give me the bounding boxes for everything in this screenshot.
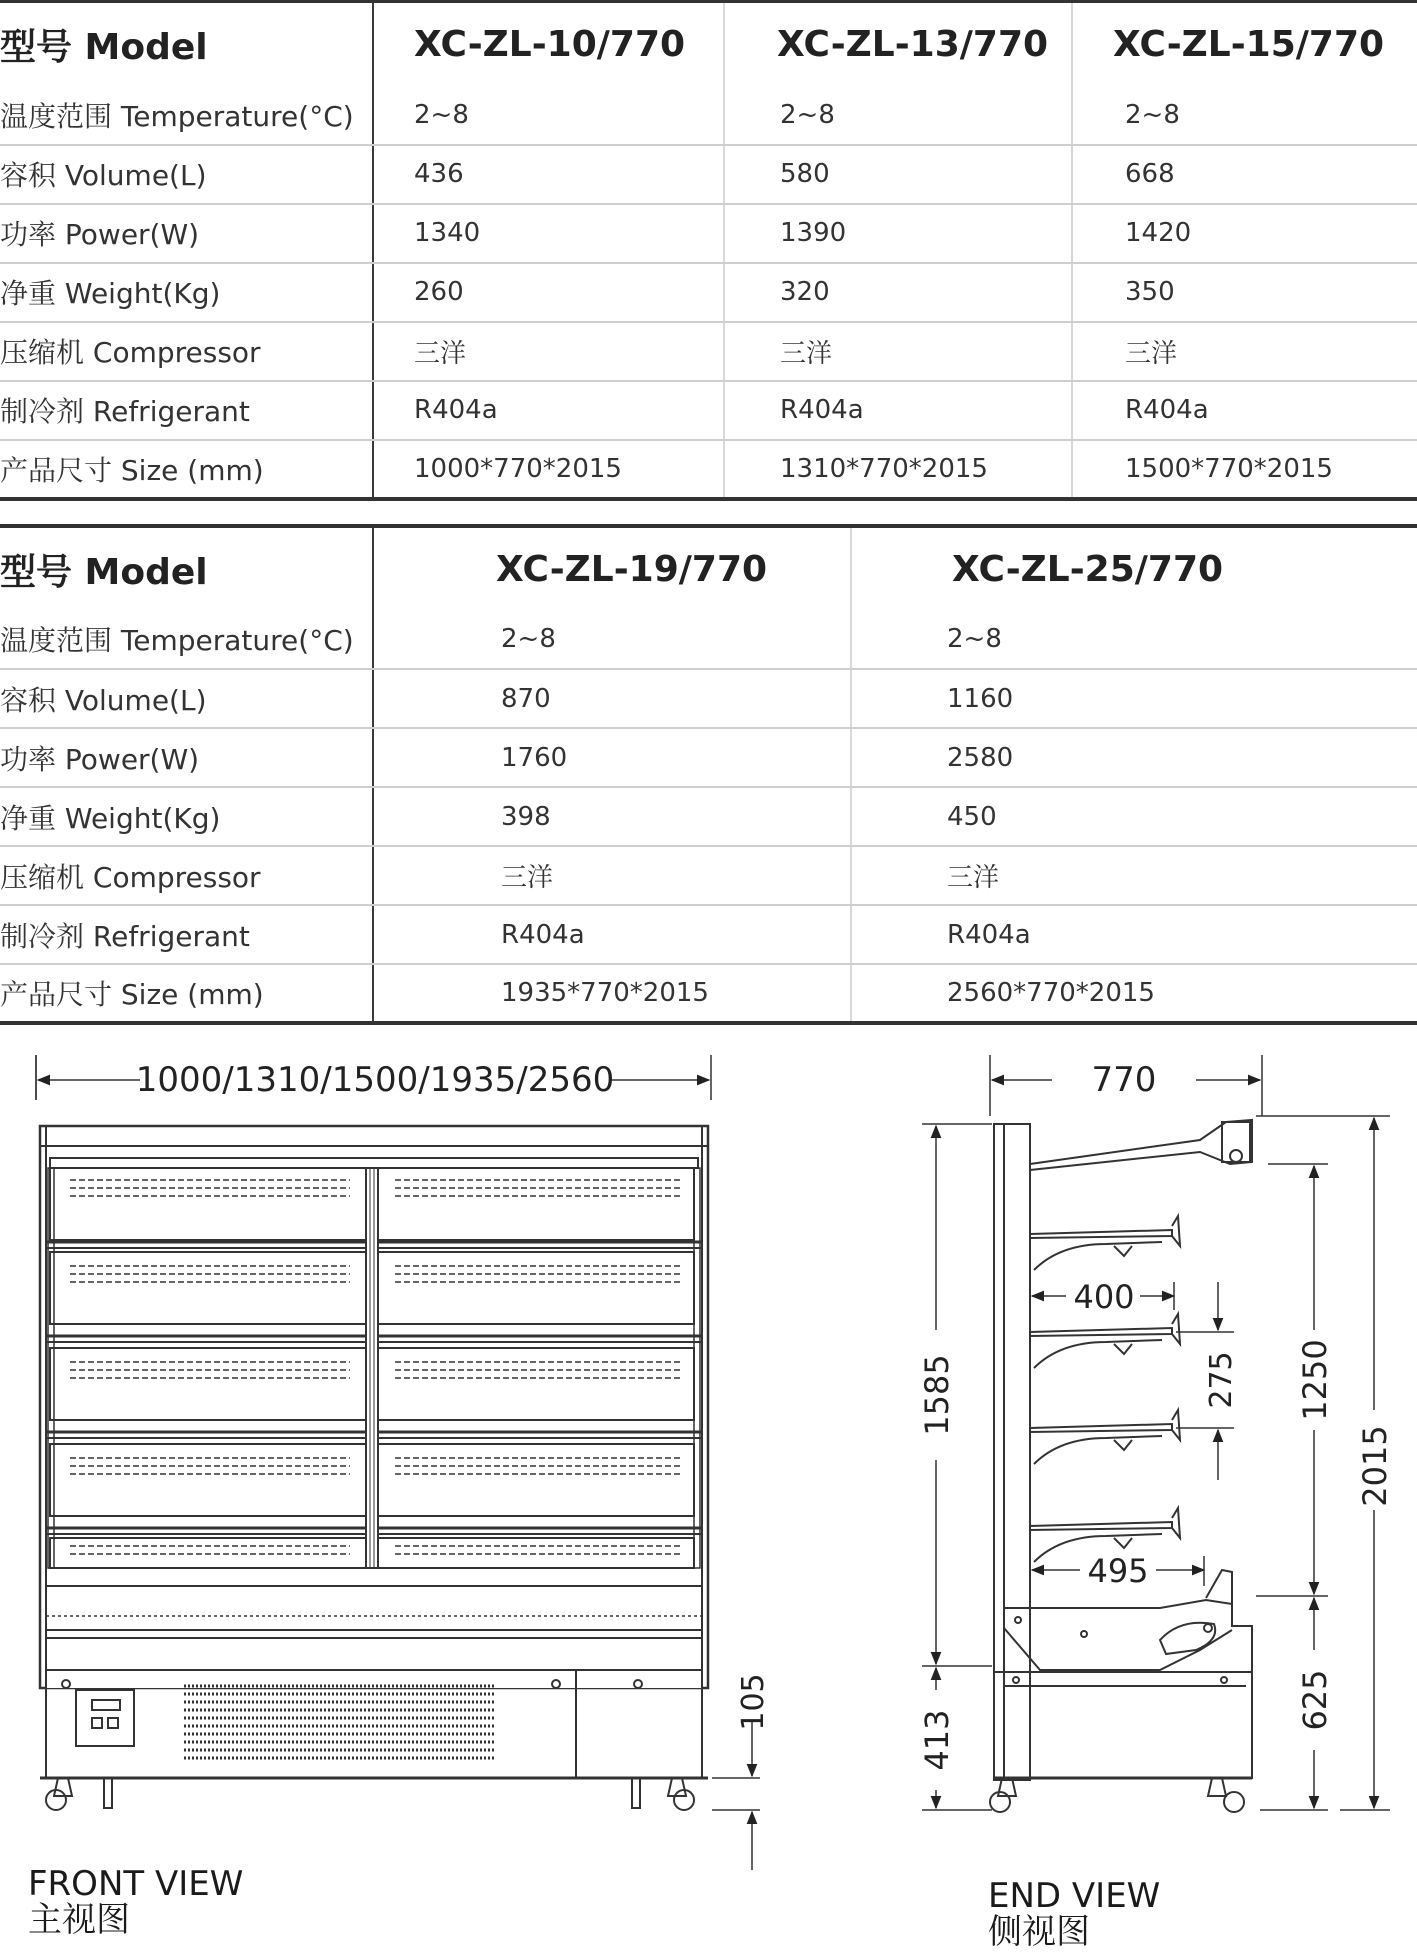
cell-value: R404a [1072, 381, 1417, 440]
end-view-caption-en: END VIEW [988, 1876, 1161, 1916]
end-view-caption-cn: 侧视图 [988, 1912, 1090, 1952]
depth-dim: 770 [1091, 1060, 1157, 1100]
end-view [918, 1055, 1394, 1812]
cell-value: 580 [724, 145, 1072, 204]
table-row [0, 905, 1417, 964]
table-row [0, 610, 1417, 669]
row-label-weight: 净重 Weight(Kg) [0, 263, 373, 322]
cell-value: 2~8 [724, 86, 1072, 145]
table-row [0, 669, 1417, 728]
cell-value: 1760 [373, 728, 851, 787]
table-row [0, 728, 1417, 787]
row-label-volume: 容积 Volume(L) [0, 145, 373, 204]
shelf-gap-dim: 275 [1204, 1351, 1239, 1409]
cell-value: 1000*770*2015 [373, 440, 724, 499]
table-row [0, 263, 1417, 322]
control-panel [76, 1690, 134, 1746]
vent-grille [184, 1686, 494, 1758]
front-view-caption [28, 1866, 243, 1938]
table-row [0, 322, 1417, 381]
row-label-refrigerant: 制冷剂 Refrigerant [0, 381, 373, 440]
row-label-temperature: 温度范围 Temperature(°C) [0, 610, 373, 669]
cell-value: 350 [1072, 263, 1417, 322]
row-label-volume: 容积 Volume(L) [0, 669, 373, 728]
row-label-model: 型号 Model [0, 526, 373, 610]
cell-value: 1935*770*2015 [373, 964, 851, 1023]
front-view-caption-en: FRONT VIEW [28, 1864, 244, 1904]
table-row [0, 440, 1417, 499]
cell-value: 260 [373, 263, 724, 322]
cell-value: 1500*770*2015 [1125, 453, 1333, 484]
cell-value: R404a [373, 905, 851, 964]
table-row [0, 145, 1417, 204]
cell-value: 450 [851, 787, 1417, 846]
cell-value: 436 [373, 145, 724, 204]
row-label-weight: 净重 Weight(Kg) [0, 787, 373, 846]
row-label-size: 产品尺寸 Size (mm) [0, 440, 373, 499]
leg-height-dim: 105 [736, 1673, 771, 1731]
cell-value: R404a [724, 381, 1072, 440]
cell-value: 668 [1072, 145, 1417, 204]
cell-value: R404a [373, 381, 724, 440]
table-row [0, 964, 1417, 1023]
cell-value: 2~8 [373, 86, 724, 145]
cell-value: 2~8 [373, 610, 851, 669]
row-label-model: 型号 Model [0, 2, 373, 86]
table-row [0, 787, 1417, 846]
cell-value: 1310*770*2015 [724, 440, 1072, 499]
cell-value: 1340 [373, 204, 724, 263]
model-name: XC-ZL-13/770 [724, 2, 1072, 86]
cell-value: 三洋 [851, 846, 1417, 905]
row-label-temperature: 温度范围 Temperature(°C) [0, 86, 373, 145]
row-label-refrigerant: 制冷剂 Refrigerant [0, 905, 373, 964]
table-row [0, 86, 1417, 145]
cell-value: 三洋 [373, 322, 724, 381]
technical-drawing [0, 1030, 1417, 1947]
model-name: XC-ZL-25/770 [952, 548, 1224, 590]
table-row [0, 846, 1417, 905]
front-shelves [46, 1168, 702, 1568]
side-shelves [1030, 1216, 1180, 1562]
table-row [0, 381, 1417, 440]
spec-table-1 [0, 0, 1417, 501]
front-view-caption-cn: 主视图 [28, 1900, 130, 1940]
cell-value: 2560*770*2015 [947, 978, 1155, 1008]
display-height-dim: 1585 [918, 1354, 956, 1436]
base-depth-dim: 495 [1087, 1552, 1149, 1590]
row-label-size: 产品尺寸 Size (mm) [0, 964, 373, 1023]
cell-value: 1390 [724, 204, 1072, 263]
table-row [0, 204, 1417, 263]
cell-value: 870 [373, 669, 851, 728]
upper-height-dim: 1250 [1296, 1339, 1334, 1421]
cell-value: R404a [851, 905, 1417, 964]
end-view-caption [988, 1878, 1160, 1950]
cell-value: 2580 [851, 728, 1417, 787]
cell-value: 三洋 [373, 846, 851, 905]
row-label-power: 功率 Power(W) [0, 204, 373, 263]
model-name: XC-ZL-15/770 [1113, 23, 1385, 65]
base-height-dim: 413 [918, 1709, 956, 1771]
cell-value: 2~8 [851, 610, 1417, 669]
cell-value: 2~8 [1072, 86, 1417, 145]
row-label-compressor: 压缩机 Compressor [0, 322, 373, 381]
spec-table-2 [0, 524, 1417, 1025]
front-view [36, 1055, 771, 1870]
cell-value: 1160 [851, 669, 1417, 728]
model-name: XC-ZL-10/770 [373, 2, 724, 86]
cell-value: 三洋 [1072, 322, 1417, 381]
cell-value: 三洋 [724, 322, 1072, 381]
cell-value: 398 [373, 787, 851, 846]
model-name: XC-ZL-19/770 [373, 526, 851, 610]
model-header-row [0, 2, 1417, 86]
front-width-dim: 1000/1310/1500/1935/2560 [135, 1060, 615, 1100]
model-header-row [0, 526, 1417, 610]
row-label-compressor: 压缩机 Compressor [0, 846, 373, 905]
lower-height-dim: 625 [1296, 1669, 1334, 1731]
row-label-power: 功率 Power(W) [0, 728, 373, 787]
shelf-depth-dim: 400 [1073, 1278, 1135, 1316]
cell-value: 1420 [1072, 204, 1417, 263]
cell-value: 320 [724, 263, 1072, 322]
front-casters [46, 1778, 694, 1810]
overall-height-dim: 2015 [1356, 1425, 1394, 1507]
